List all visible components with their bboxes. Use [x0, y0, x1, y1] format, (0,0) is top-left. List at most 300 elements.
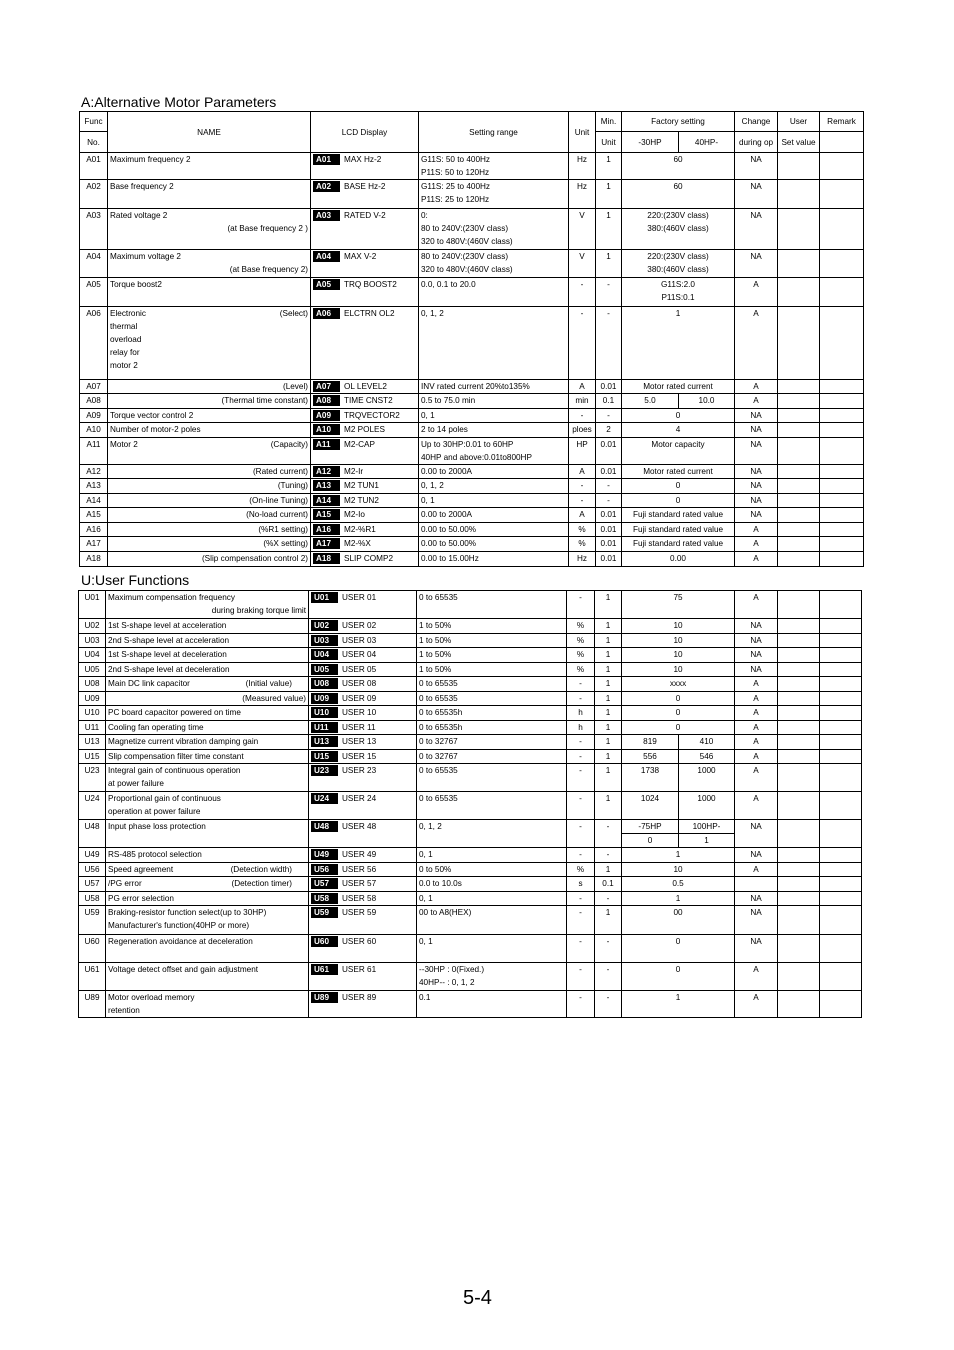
header-user: User [778, 112, 820, 132]
lcd-display [311, 153, 419, 180]
min-unit: 0.01 [596, 523, 622, 537]
lcd-code-badge: U09 [311, 693, 338, 704]
unit: h [567, 706, 595, 721]
factory-line: 0 [647, 836, 653, 845]
lcd-display [309, 764, 417, 792]
unit: s [567, 877, 595, 892]
setting-range [417, 863, 567, 877]
remark [820, 307, 864, 380]
factory-line: G11S:2.0 [661, 280, 695, 289]
factory-line: 380:(460V class) [647, 224, 709, 233]
table-row [79, 963, 862, 991]
min-unit: 1 [595, 792, 622, 820]
user-set-value [778, 209, 820, 250]
range-line: 0, 1, 2 [419, 822, 442, 831]
factory-setting [622, 209, 735, 250]
lcd-code-badge: A06 [313, 308, 340, 319]
min-unit: 0.01 [596, 508, 622, 523]
param-name [108, 394, 311, 409]
lcd-text: USER 59 [342, 908, 377, 917]
min-unit: - [596, 494, 622, 508]
range-line: 0.00 to 15.00Hz [421, 554, 479, 563]
func-no: A18 [80, 552, 108, 567]
lcd-text: M2-CAP [344, 440, 375, 449]
name-line [108, 591, 306, 604]
name-text: (at Base frequency 2 ) [227, 224, 308, 233]
range-line: 0.5 to 75.0 min [421, 396, 476, 405]
func-no: U49 [79, 848, 106, 863]
lcd-text: TIME CNST2 [344, 396, 393, 405]
factory-setting [622, 721, 735, 735]
remark [820, 963, 862, 991]
table-row [80, 209, 864, 250]
factory-line: 4 [675, 425, 681, 434]
range-line: 0, 1 [419, 850, 433, 859]
factory-setting [622, 706, 735, 721]
factory-setting [622, 380, 735, 394]
user-set-value [778, 394, 820, 409]
header-name: NAME [108, 112, 311, 153]
lcd-text: USER 48 [342, 822, 377, 831]
table-row [80, 537, 864, 552]
factory-line: 0 [675, 723, 681, 732]
change-during-op: NA [735, 508, 778, 523]
table-row [79, 764, 862, 792]
factory-40hp [679, 820, 735, 848]
change-during-op: NA [735, 848, 778, 863]
range-line: 1 to 50% [419, 621, 452, 630]
name-text: RS-485 protocol selection [108, 850, 202, 859]
min-unit: 0.01 [596, 465, 622, 479]
lcd-text: USER 10 [342, 708, 377, 717]
factory-setting [622, 634, 735, 648]
change-during-op: NA [735, 250, 778, 278]
name-text: (at Base frequency 2) [229, 265, 308, 274]
lcd-text: OL LEVEL2 [344, 382, 387, 391]
param-name [106, 750, 309, 764]
func-no: U09 [79, 692, 106, 706]
factory-40hp: 546 [679, 750, 735, 764]
lcd-text: ELCTRN OL2 [344, 309, 395, 318]
factory-line: -75HP [622, 820, 678, 834]
lcd-display [311, 465, 419, 479]
name-line [108, 877, 306, 890]
param-name [108, 465, 311, 479]
lcd-text: M2-Io [344, 510, 365, 519]
lcd-code-badge: U59 [311, 907, 338, 918]
remark [820, 552, 864, 567]
param-name [106, 634, 309, 648]
table-row [80, 394, 864, 409]
remark [820, 523, 864, 537]
name-text: Braking-resistor function select(up to 30HP) [108, 908, 267, 917]
func-no: A16 [80, 523, 108, 537]
table-row [79, 848, 862, 863]
setting-range [419, 250, 569, 278]
setting-range [417, 764, 567, 792]
lcd-code-badge: A17 [313, 538, 340, 549]
user-set-value [778, 877, 820, 892]
range-line: INV rated current 20%to135% [421, 382, 530, 391]
param-name [106, 735, 309, 750]
param-name [108, 494, 311, 508]
range-line: 0 to 65535h [419, 708, 463, 717]
func-no: A10 [80, 423, 108, 438]
setting-range [417, 892, 567, 906]
range-line: 0 to 50% [419, 865, 452, 874]
min-unit: 0.01 [596, 552, 622, 567]
func-no: U48 [79, 820, 106, 848]
unit: % [567, 619, 595, 634]
factory-setting [622, 465, 735, 479]
func-no: U10 [79, 706, 106, 721]
lcd-display [311, 394, 419, 409]
lcd-text: USER 13 [342, 737, 377, 746]
min-unit: - [596, 307, 622, 380]
range-line: 0.00 to 50.00% [421, 539, 477, 548]
factory-setting [622, 423, 735, 438]
change-during-op: NA [735, 479, 778, 494]
factory-line: Fuji standard rated value [632, 525, 724, 534]
factory-setting [622, 307, 735, 380]
factory-line: 10 [673, 665, 683, 674]
header-lcd-display: LCD Display [311, 112, 419, 153]
lcd-display [311, 278, 419, 307]
lcd-text: USER 04 [342, 650, 377, 659]
change-during-op: A [735, 764, 778, 792]
name-qualifier: (Capacity) [270, 440, 308, 449]
range-line: 0 to 65535 [419, 766, 458, 775]
remark [820, 892, 862, 906]
lcd-code-badge: U58 [311, 893, 338, 904]
table-row [80, 153, 864, 180]
factory-setting [622, 409, 735, 423]
factory-line: 1 [675, 309, 681, 318]
lcd-display [309, 848, 417, 863]
change-during-op: NA [735, 494, 778, 508]
remark [820, 508, 864, 523]
remark [820, 820, 862, 848]
unit: - [567, 750, 595, 764]
unit: - [569, 278, 596, 307]
lcd-code-badge: A13 [313, 480, 340, 491]
lcd-text: USER 49 [342, 850, 377, 859]
name-text: 2nd S-shape level at acceleration [108, 636, 230, 645]
func-no: U02 [79, 619, 106, 634]
min-unit: 0.01 [596, 380, 622, 394]
min-unit: - [595, 935, 622, 963]
func-no: A17 [80, 537, 108, 552]
change-during-op: NA [735, 906, 778, 935]
name-line [110, 307, 308, 320]
range-line: 0.00 to 2000A [421, 510, 472, 519]
remark [820, 706, 862, 721]
factory-line: 0.00 [670, 554, 686, 563]
lcd-code-badge: U57 [311, 878, 338, 889]
remark [820, 663, 862, 677]
change-during-op: A [735, 706, 778, 721]
func-no: A15 [80, 508, 108, 523]
lcd-text: USER 57 [342, 879, 377, 888]
lcd-display [309, 648, 417, 663]
remark [820, 677, 862, 692]
name-qualifier: (Slip compensation control 2) [201, 554, 308, 563]
range-line: 0 to 32767 [419, 737, 458, 746]
change-during-op: A [735, 863, 778, 877]
func-no: U59 [79, 906, 106, 935]
remark [820, 648, 862, 663]
lcd-code-badge: U49 [311, 849, 338, 860]
unit: - [569, 494, 596, 508]
name-text: 1st S-shape level at acceleration [108, 621, 227, 630]
name-text: Base frequency 2 [110, 182, 174, 191]
header-30hp: -30HP [622, 132, 679, 153]
range-line: 0, 1 [421, 411, 435, 420]
min-unit: 1 [595, 764, 622, 792]
func-no: U15 [79, 750, 106, 764]
unit: A [569, 465, 596, 479]
header-func: Func [80, 112, 108, 132]
user-set-value [778, 438, 820, 465]
remark [820, 153, 864, 180]
name-text: relay for [110, 348, 140, 357]
unit: - [567, 892, 595, 906]
name-text: retention [108, 1006, 140, 1015]
name-text: PC board capacitor powered on time [108, 708, 241, 717]
setting-range [417, 963, 567, 991]
table-row [80, 552, 864, 567]
remark [820, 619, 862, 634]
func-no: A03 [80, 209, 108, 250]
unit: V [569, 209, 596, 250]
range-line: 0.0, 0.1 to 20.0 [421, 280, 476, 289]
change-during-op: NA [735, 648, 778, 663]
setting-range [419, 278, 569, 307]
name-text: Maximum voltage 2 [110, 252, 181, 261]
user-set-value [778, 180, 820, 209]
unit: Hz [569, 552, 596, 567]
param-name [106, 706, 309, 721]
lcd-text: M2-Ir [344, 467, 364, 476]
min-unit: 1 [595, 648, 622, 663]
unit: V [569, 250, 596, 278]
setting-range [417, 721, 567, 735]
lcd-display [309, 892, 417, 906]
lcd-display [311, 307, 419, 380]
factory-line: 10 [673, 636, 683, 645]
name-text: Input phase loss protection [108, 822, 206, 831]
func-no: U05 [79, 663, 106, 677]
table-row [79, 634, 862, 648]
lcd-text: MAX V-2 [344, 252, 377, 261]
header-unit: Unit [569, 112, 596, 153]
change-during-op: A [735, 991, 778, 1018]
setting-range [417, 648, 567, 663]
setting-range [419, 465, 569, 479]
factory-30hp: 556 [622, 750, 679, 764]
factory-setting [622, 963, 735, 991]
name-qualifier: (Select) [279, 309, 308, 318]
setting-range [419, 180, 569, 209]
range-line: 0 to 32767 [419, 752, 458, 761]
param-name [108, 423, 311, 438]
lcd-code-badge: A16 [313, 524, 340, 535]
factory-setting [622, 250, 735, 278]
lcd-text: USER 56 [342, 865, 377, 874]
min-unit: 1 [595, 863, 622, 877]
remark [820, 380, 864, 394]
lcd-text: USER 15 [342, 752, 377, 761]
factory-setting [622, 935, 735, 963]
name-qualifier: (Thermal time constant) [221, 396, 308, 405]
table-row [80, 250, 864, 278]
lcd-display [309, 792, 417, 820]
user-set-value [778, 423, 820, 438]
unit: A [569, 380, 596, 394]
factory-30hp: 819 [622, 735, 679, 750]
setting-range [417, 820, 567, 848]
lcd-display [311, 250, 419, 278]
remark [820, 250, 864, 278]
factory-line: 0 [675, 411, 681, 420]
unit: % [567, 648, 595, 663]
unit: % [569, 537, 596, 552]
func-no: A05 [80, 278, 108, 307]
unit: - [567, 677, 595, 692]
setting-range [419, 508, 569, 523]
min-unit: 1 [595, 677, 622, 692]
setting-range [417, 906, 567, 935]
factory-30hp: 5.0 [622, 394, 679, 409]
factory-40hp: 1000 [679, 764, 735, 792]
lcd-text: USER 89 [342, 993, 377, 1002]
func-no: U24 [79, 792, 106, 820]
lcd-display [311, 479, 419, 494]
func-no: U58 [79, 892, 106, 906]
name-text: 2nd S-shape level at deceleration [108, 665, 230, 674]
factory-line: Fuji standard rated value [632, 510, 724, 519]
factory-line: 0 [675, 937, 681, 946]
lcd-display [309, 820, 417, 848]
param-name [108, 153, 311, 180]
factory-40hp: 10.0 [679, 394, 735, 409]
unit: - [567, 764, 595, 792]
change-during-op: NA [735, 180, 778, 209]
change-during-op: A [735, 394, 778, 409]
name-text: Speed agreement [108, 865, 174, 874]
name-qualifier: (Measured value) [242, 694, 306, 703]
unit: - [567, 735, 595, 750]
param-name [108, 380, 311, 394]
header-during-op: during op [735, 132, 778, 153]
range-line: 0 to 65535 [419, 679, 458, 688]
range-line: 0 to 65535 [419, 694, 458, 703]
lcd-display [309, 991, 417, 1018]
lcd-code-badge: A07 [313, 381, 340, 392]
factory-setting [622, 591, 735, 619]
change-during-op: A [735, 735, 778, 750]
change-during-op: NA [735, 892, 778, 906]
name-text: Regeneration avoidance at deceleration [108, 937, 253, 946]
func-no: U08 [79, 677, 106, 692]
table-row [80, 438, 864, 465]
lcd-code-badge: U11 [311, 722, 338, 733]
unit: - [567, 991, 595, 1018]
remark [820, 494, 864, 508]
name-text: thermal [110, 322, 138, 331]
remark [820, 591, 862, 619]
table-row [80, 180, 864, 209]
lcd-code-badge: U13 [311, 736, 338, 747]
change-during-op: NA [735, 409, 778, 423]
setting-range [417, 735, 567, 750]
name-qualifier: (On-line Tuning) [249, 496, 308, 505]
lcd-text: M2 TUN2 [344, 496, 379, 505]
user-set-value [778, 721, 820, 735]
unit: % [567, 634, 595, 648]
setting-range [419, 394, 569, 409]
lcd-display [311, 438, 419, 465]
lcd-code-badge: A15 [313, 509, 340, 520]
table-row [79, 706, 862, 721]
range-line: 1 to 50% [419, 665, 452, 674]
factory-line: 1 [675, 850, 681, 859]
name-text: Cooling fan operating time [108, 723, 204, 732]
min-unit: 0.1 [596, 394, 622, 409]
unit: - [569, 307, 596, 380]
change-during-op: NA [735, 634, 778, 648]
func-no: U89 [79, 991, 106, 1018]
user-set-value [778, 991, 820, 1018]
lcd-display [311, 380, 419, 394]
range-line: 1 to 50% [419, 636, 452, 645]
range-line: 80 to 240V:(230V class) [421, 252, 509, 261]
factory-setting [622, 892, 735, 906]
name-text: Rated voltage 2 [110, 211, 168, 220]
lcd-text: USER 08 [342, 679, 377, 688]
range-line: 0.1 [419, 993, 431, 1002]
change-during-op: A [735, 278, 778, 307]
factory-setting [622, 663, 735, 677]
min-unit: 1 [595, 906, 622, 935]
name-text: motor 2 [110, 361, 138, 370]
func-no: A09 [80, 409, 108, 423]
page-number: 5-4 [463, 1287, 492, 1309]
param-name [108, 209, 311, 250]
factory-line: 10 [673, 865, 683, 874]
table-row [79, 619, 862, 634]
section-u-title: U:User Functions [81, 572, 190, 588]
name-text: Maximum frequency 2 [110, 155, 191, 164]
min-unit: 2 [596, 423, 622, 438]
change-during-op: NA [735, 619, 778, 634]
setting-range [419, 494, 569, 508]
setting-range [417, 591, 567, 619]
header-40hp: 40HP- [679, 132, 735, 153]
factory-setting [622, 991, 735, 1018]
factory-line: 60 [673, 182, 683, 191]
header-min-unit: Unit [596, 132, 622, 153]
change-during-op: NA [735, 465, 778, 479]
lcd-code-badge: U01 [311, 592, 338, 603]
setting-range [417, 792, 567, 820]
lcd-code-badge: U04 [311, 649, 338, 660]
name-text: Slip compensation filter time constant [108, 752, 244, 761]
unit: Hz [569, 153, 596, 180]
user-set-value [778, 479, 820, 494]
param-name [106, 848, 309, 863]
range-line: 0.0 to 10.0s [419, 879, 462, 888]
